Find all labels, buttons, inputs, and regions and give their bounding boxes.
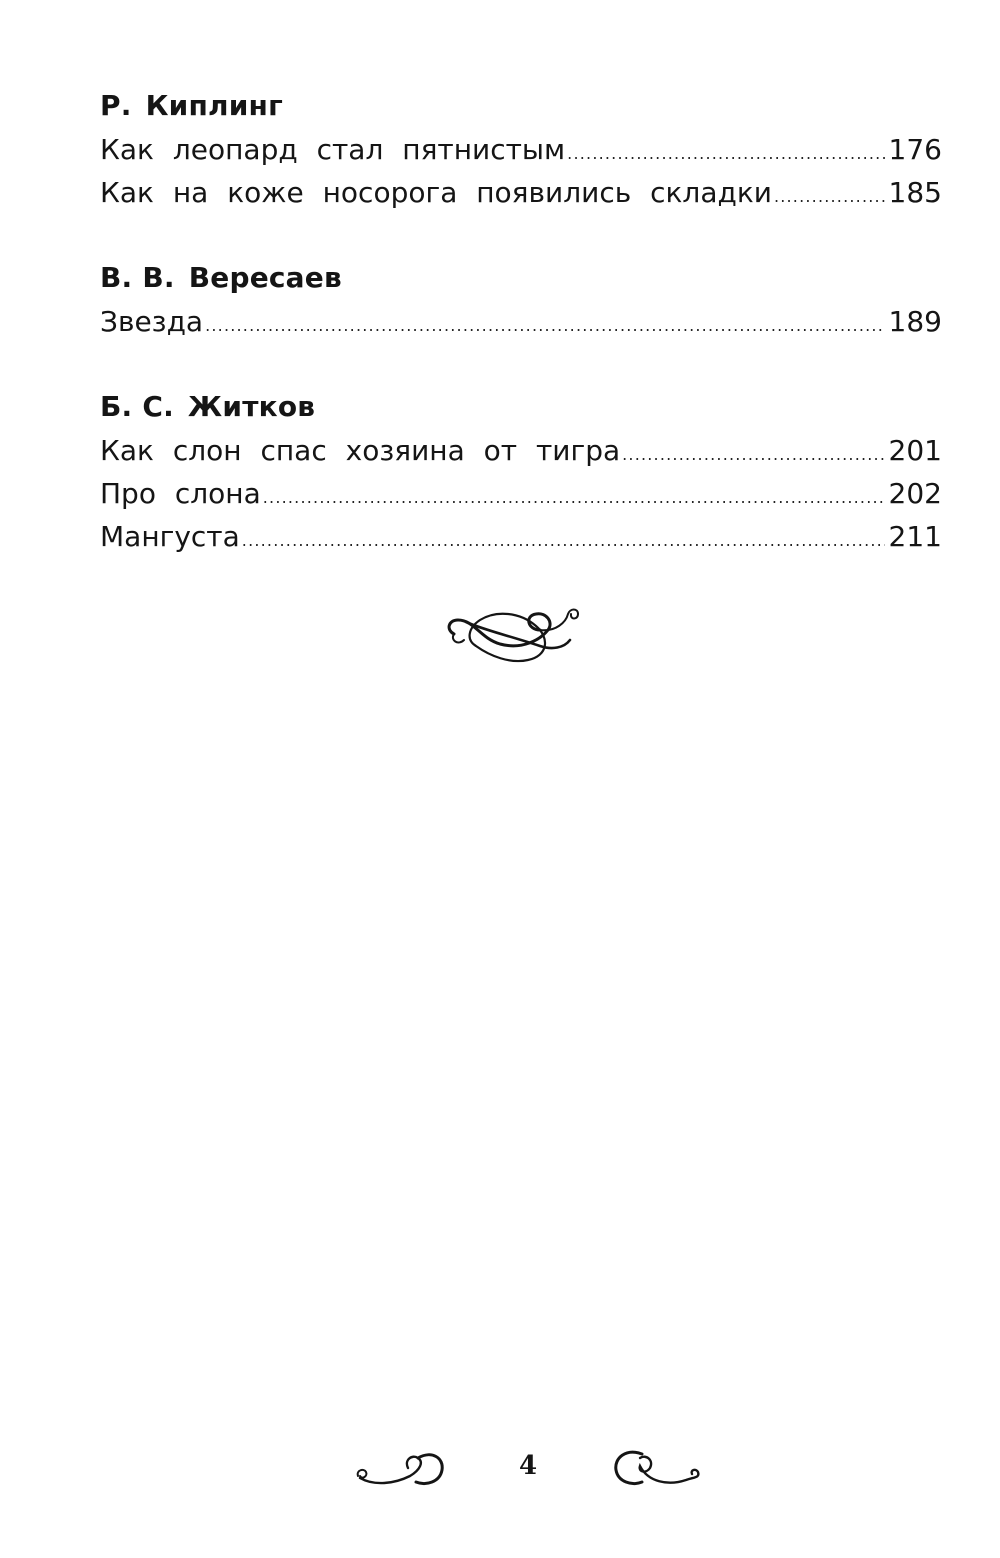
table-of-contents: [100, 84, 942, 600]
entry-page-number: 211: [888, 520, 942, 553]
dot-leader: [242, 519, 885, 562]
author-name: Киплинг: [145, 89, 283, 122]
page-number: 4: [518, 1451, 538, 1481]
author-name: Вересаев: [188, 261, 342, 294]
author-heading: [100, 385, 942, 429]
author-name: Житков: [187, 390, 316, 423]
author-initials: В. В.: [100, 261, 175, 294]
dot-leader: [774, 175, 885, 218]
dot-leader: [567, 132, 884, 175]
author-heading: [100, 84, 942, 128]
toc-section-kipling: [100, 84, 942, 214]
flourish-right-icon: [608, 1442, 708, 1492]
entry-page-number: 176: [888, 133, 942, 166]
toc-section-veresaev: [100, 256, 942, 343]
entry-title: Звезда: [100, 305, 204, 338]
entry-page-number: 189: [888, 305, 942, 338]
toc-entry[interactable]: [100, 171, 942, 214]
entry-title: Мангуста: [100, 520, 240, 553]
entry-title: Про слона: [100, 477, 261, 510]
toc-entry[interactable]: [100, 128, 942, 171]
dot-leader: [622, 433, 884, 476]
author-initials: Р.: [100, 89, 132, 122]
author-initials: Б. С.: [100, 390, 174, 423]
author-heading: [100, 256, 942, 300]
entry-page-number: 185: [888, 176, 942, 209]
toc-section-zhitkov: [100, 385, 942, 558]
entry-title: Как леопард стал пятнистым: [100, 133, 566, 166]
flourish-divider-icon: [440, 600, 585, 670]
toc-entry[interactable]: [100, 300, 942, 343]
entry-page-number: 202: [888, 477, 942, 510]
page-footer: [350, 1440, 710, 1496]
entry-page-number: 201: [888, 434, 942, 467]
toc-entry[interactable]: [100, 515, 942, 558]
dot-leader: [205, 304, 884, 347]
toc-entry[interactable]: [100, 429, 942, 472]
entry-title: Как слон спас хозяина от тигра: [100, 434, 621, 467]
dot-leader: [263, 476, 885, 519]
entry-title: Как на коже носорога появились складки: [100, 176, 772, 209]
toc-entry[interactable]: [100, 472, 942, 515]
flourish-left-icon: [350, 1442, 450, 1492]
